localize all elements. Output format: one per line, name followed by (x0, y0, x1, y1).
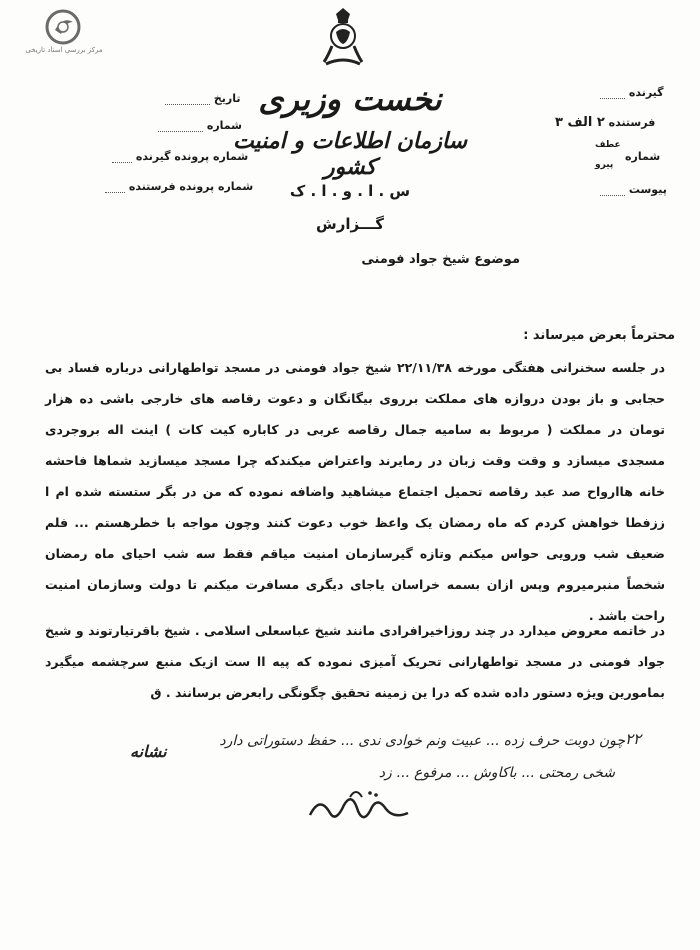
handwritten-signature-icon (300, 785, 420, 830)
sender-file-field (105, 180, 253, 193)
recipient-file-line (112, 162, 132, 163)
sender-file-line (105, 192, 125, 193)
attachment-label: پیوست (628, 183, 667, 196)
reference-sub1: عطف (595, 140, 621, 150)
org-subtitle: سازمان اطلاعات و امنیت کشور (232, 128, 468, 180)
recipient-label: گیرنده (628, 86, 664, 99)
date-field (165, 92, 241, 105)
sender-field (555, 115, 655, 130)
watermark-text: مرکز بررسی اسناد تاریخی (25, 46, 103, 54)
date-label: تاریخ (213, 92, 241, 105)
number-label: شماره (206, 119, 242, 132)
salutation: محترماً بعرض میرساند : (523, 328, 675, 343)
subject-value: شیخ جواد فومنی (361, 252, 470, 267)
sender-label: فرستنده (608, 116, 656, 129)
reference-number-field (625, 150, 660, 163)
body-paragraph-1: در جلسه سخنرانی هفتگی مورخه ۲۲/۱۱/۳۸ شیخ جواد فومنی در مسجد تواطهارانی درباره فساد بی حجابی و باز بودن دروازه های مملکت برروی بیگانگان و دعوت رقاصه های خارجی باشی ده هزار تومان در مملکت ( مربوط به سامیه جمال رقاصه عربی در کاباره کیت کات ) اینت اله بروجردی مسجدی میسازد و وقت وقت زبان در رمایرند واعتراض میکندکه چرا مسجد میسازید شماها فاحشه خانه هاارواح صد عبد رقاصه تحمیل اجتماع میشاهید واضافه نموده که من در بگر ستسته شده ام ا ززفطا خواهش کردم که ماه رمضان یک واعظ خوب دعوت کنند وچون مواجه با خطرهستم ... فلم ضعیف شب ورویی حواس میکنم وتازه گیرسازمان امنیت میاقم فقط سه شب احیای ماه رمضان شخصاً منبرمیروم وپس ازان بسمه خراسان یاجای دیگری مسافرت میکنم تا دولت وسازمان امنیت راحت باشد . (45, 360, 665, 623)
recipient-file-field (112, 150, 248, 163)
subject-label: موضوع (474, 252, 520, 267)
org-title: نخست وزیری (258, 80, 442, 118)
number-line (158, 131, 203, 132)
subject-line (310, 252, 520, 267)
recipient-line (600, 98, 625, 99)
recipient-file-label: شماره پرونده گیرنده (135, 150, 249, 163)
reference-number-label: شماره (625, 150, 661, 163)
handwritten-number: ۲۲ (625, 730, 642, 748)
archive-logo-icon (41, 8, 85, 46)
reference-sub2: پیرو (595, 160, 614, 170)
handwritten-note-line-1: چون دوبت حرف زده ... عبیت ونم خوادی ندی ... حفظ دستوراتی دارد (219, 733, 625, 749)
lion-and-sun-emblem-icon (318, 6, 368, 68)
number-field (158, 119, 242, 132)
handwritten-side-note: نشانه (130, 742, 167, 761)
date-line (165, 104, 210, 105)
archive-watermark (8, 8, 118, 56)
recipient-field (600, 86, 664, 99)
attachment-line (600, 195, 625, 196)
org-code: س . ا . و . ا . ک (289, 182, 411, 200)
attachment-field (600, 183, 667, 196)
body-paragraph-2: در خاتمه معروض میدارد در چند روزاخیرافرادی مانند شیخ عباسعلی اسلامی . شیخ باقرتیارتوند و شیخ جواد فومنی در مسجد تواطهارانی تحریک آمیزی نموده که پیه اا ست ازیک منبع سرچشمه میگیرد بمامورین ویژه دستور داده شده که درا ین زمینه تحقیق چگونگی رابعرض برسانند . ق (45, 623, 665, 700)
document-type: گـــزارش (316, 215, 384, 233)
sender-value: ۲ الف ۳ (555, 115, 605, 130)
sender-file-label: شماره پرونده فرستنده (128, 180, 254, 193)
handwritten-note-line-2: شخی رمحتی ... باکاوش ... مرفوع ... زد (378, 765, 615, 781)
